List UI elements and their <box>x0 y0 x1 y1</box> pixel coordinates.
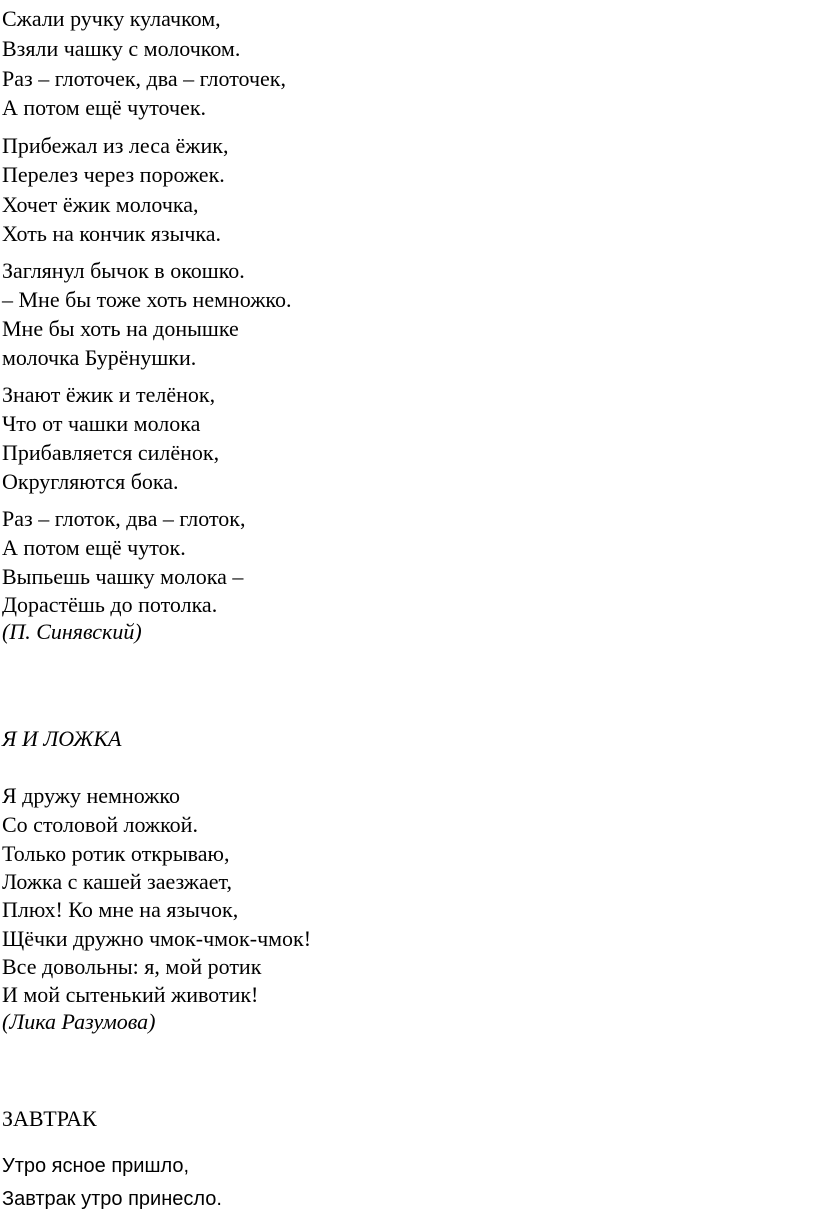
poem-line: Что от чашки молока <box>2 411 201 436</box>
poem-line: Дорастёшь до потолка. <box>2 592 218 617</box>
poem-line: Раз – глоток, два – глоток, <box>2 506 246 531</box>
poem-line: Перелез через порожек. <box>2 162 225 187</box>
poem-line: Знают ёжик и телёнок, <box>2 382 216 407</box>
poem2-title: Я И ЛОЖКА <box>2 726 122 751</box>
poem2-author: (Лика Разумова) <box>2 1009 156 1034</box>
poem3-title: ЗАВТРАК <box>2 1106 97 1131</box>
poem-line: – Мне бы тоже хоть немножко. <box>2 287 292 312</box>
poem-line: Заглянул бычок в окошко. <box>2 258 245 283</box>
poem-line: И мой сытенький животик! <box>2 982 259 1007</box>
poem-line: Завтрак утро принесло. <box>2 1188 222 1210</box>
poem-line: Все довольны: я, мой ротик <box>2 954 262 979</box>
poem-line: Округляются бока. <box>2 469 179 494</box>
poem-line: А потом ещё чуточек. <box>2 95 207 120</box>
poem-line: Щёчки дружно чмок-чмок-чмок! <box>2 926 312 951</box>
poem1-author: (П. Синявский) <box>2 619 142 644</box>
poem-line: Мне бы хоть на донышке <box>2 316 239 341</box>
poem-line: Только ротик открываю, <box>2 841 230 866</box>
poem-line: Выпьешь чашку молока – <box>2 564 244 589</box>
poem-line: Хочет ёжик молочка, <box>2 192 199 217</box>
poem-line: молочка Бурёнушки. <box>2 345 197 370</box>
poem-line: Прибавляется силёнок, <box>2 440 220 465</box>
poem-line: Взяли чашку с молочком. <box>2 36 241 61</box>
poem-line: Ложка с кашей заезжает, <box>2 869 232 894</box>
poem-line: Утро ясное пришло, <box>2 1155 190 1177</box>
poem-line: Я дружу немножко <box>2 783 180 808</box>
poem-line: Сжали ручку кулачком, <box>2 6 221 31</box>
poem-line: Прибежал из леса ёжик, <box>2 133 229 158</box>
poem-line: Со столовой ложкой. <box>2 812 198 837</box>
poem-line: А потом ещё чуток. <box>2 535 186 560</box>
poem-line: Раз – глоточек, два – глоточек, <box>2 66 286 91</box>
poem-line: Плюх! Ко мне на язычок, <box>2 897 239 922</box>
poem-line: Хоть на кончик язычка. <box>2 221 222 246</box>
